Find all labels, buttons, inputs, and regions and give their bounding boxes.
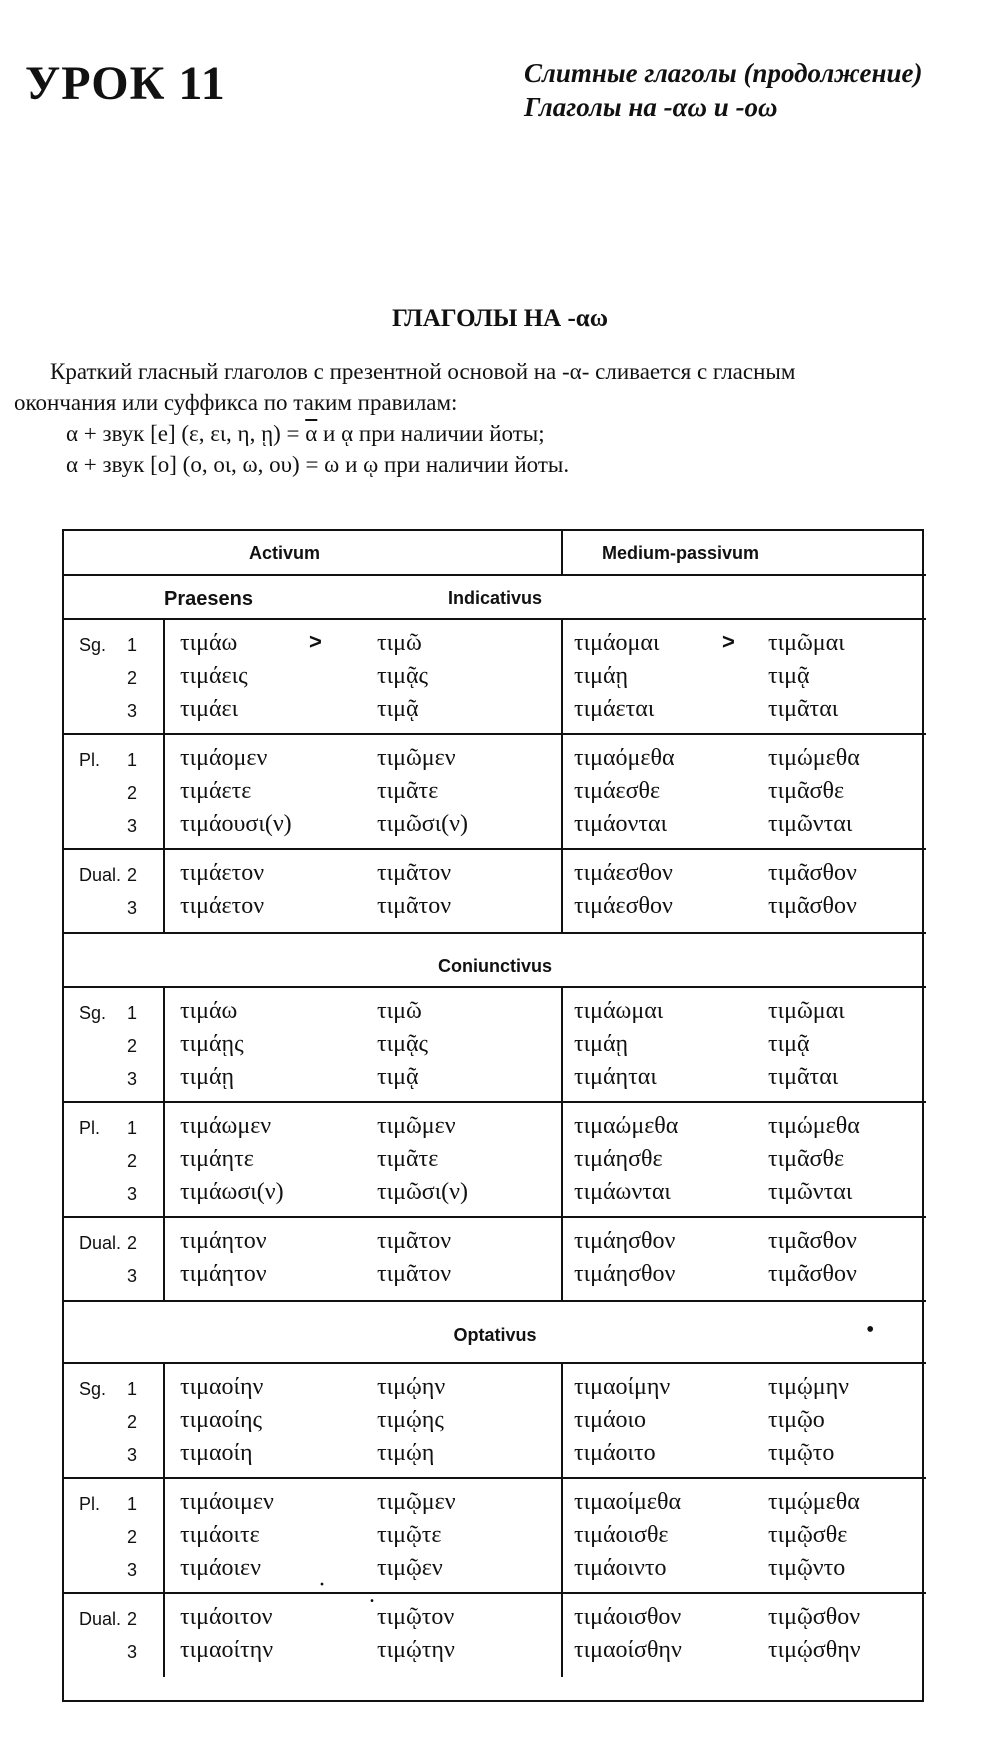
form-cell: τιμαοίης	[180, 1407, 263, 1433]
col-divider-1	[163, 1363, 165, 1478]
col-divider-2	[561, 734, 563, 849]
form-cell: τιμᾶσθον	[768, 1228, 857, 1254]
form-cell: τιμῴης	[377, 1407, 444, 1433]
form-cell: τιμάεσθον	[574, 860, 673, 886]
form-cell: τιμαόμεθα	[574, 745, 675, 771]
form-cell: τιμαοίην	[180, 1374, 264, 1400]
print-speck: .	[369, 1582, 375, 1608]
form-cell: τιμῷσθε	[768, 1522, 848, 1548]
rule-1-macron-alpha: $\overline{\alpha}$	[305, 421, 318, 446]
intro-line-2: окончания или суффикса по таким правилам:	[14, 390, 458, 415]
mood-optativus: Optativus	[453, 1325, 537, 1345]
form-cell: τιμᾷς	[377, 1031, 429, 1057]
form-cell: τιμᾶτον	[377, 1228, 452, 1254]
form-cell: τιμᾶσθε	[768, 778, 845, 804]
form-cell: τιμῶσι(ν)	[377, 1179, 468, 1205]
form-cell: τιμάητον	[180, 1228, 267, 1254]
form-cell: τιμᾶτε	[377, 1146, 439, 1172]
person-number: 2	[127, 1609, 138, 1629]
group-rule	[64, 733, 926, 735]
form-cell: τιμᾶτον	[377, 893, 452, 919]
arrow-medium: >	[722, 629, 735, 654]
form-cell: τιμάητε	[180, 1146, 254, 1172]
form-cell: τιμάωμαι	[574, 998, 664, 1024]
intro-text	[14, 356, 994, 480]
form-cell: τιμάωμεν	[180, 1113, 272, 1139]
form-cell: τιμᾶτον	[377, 860, 452, 886]
person-number: 3	[127, 898, 138, 918]
form-cell: τιμῷτο	[768, 1440, 835, 1466]
person-number: 1	[127, 750, 138, 770]
col-divider-2	[561, 619, 563, 734]
col-divider-1	[163, 849, 165, 933]
col-divider-2	[561, 1363, 563, 1478]
form-cell: τιμάομαι	[574, 630, 660, 656]
person-label-sg: Sg.	[79, 635, 107, 655]
form-cell: τιμάοιτον	[180, 1604, 273, 1630]
col-divider-2	[561, 1593, 563, 1677]
col-divider-1	[163, 987, 165, 1102]
subtitle-line-2: Глаголы на -αω и -οω	[524, 92, 778, 122]
form-cell: τιμάησθε	[574, 1146, 663, 1172]
group-rule	[64, 848, 926, 850]
form-cell: τιμάουσι(ν)	[180, 811, 292, 837]
lesson-title: УРОК 11	[25, 57, 226, 110]
form-cell: τιμῶμεν	[377, 1113, 456, 1139]
form-cell: τιμαοίσθην	[574, 1637, 682, 1663]
form-cell: τιμάομεν	[180, 745, 268, 771]
person-number: 2	[127, 1151, 138, 1171]
form-cell: τιμάοιο	[574, 1407, 646, 1433]
person-label-dual: Dual.	[79, 865, 122, 885]
form-cell: τιμαοίη	[180, 1440, 253, 1466]
form-cell: τιμᾶται	[768, 696, 839, 722]
praesens-header: Praesens	[164, 588, 253, 610]
person-number: 3	[127, 1560, 138, 1580]
form-cell: τιμῶνται	[768, 1179, 853, 1205]
print-speck: •	[866, 1317, 875, 1343]
col-divider-2	[561, 987, 563, 1102]
form-cell: τιμῷντο	[768, 1555, 846, 1581]
form-cell: τιμᾶσθον	[768, 860, 857, 886]
form-cell: τιμᾷ	[377, 1064, 419, 1090]
mood-rule	[64, 932, 926, 934]
col-divider-2	[561, 1478, 563, 1593]
col-divider-1	[163, 1593, 165, 1677]
person-number: 2	[127, 1233, 138, 1253]
group-rule	[64, 1101, 926, 1103]
rule-1-part-a: α + звук [е] (ε, ει, η, ῃ) =	[66, 421, 306, 446]
activum-header: Activum	[249, 543, 321, 563]
form-cell: τιμάωνται	[574, 1179, 671, 1205]
header-rule	[64, 574, 926, 576]
form-cell: τιμάῃ	[574, 1031, 629, 1057]
form-cell: τιμᾶσθον	[768, 1261, 857, 1287]
form-cell: τιμῶ	[377, 630, 422, 656]
group-rule	[64, 1592, 926, 1594]
form-cell: τιμάῃ	[574, 663, 629, 689]
mood-indicativus: Indicativus	[447, 588, 543, 608]
col-divider-1	[163, 1217, 165, 1301]
form-cell: τιμῴη	[377, 1440, 435, 1466]
form-cell: τιμάει	[180, 696, 239, 722]
form-cell: τιμᾶσθον	[768, 893, 857, 919]
person-label-dual: Dual.	[79, 1233, 122, 1253]
col-divider-1	[163, 1478, 165, 1593]
form-cell: τιμῴτην	[377, 1637, 455, 1663]
form-cell: τιμᾷ	[768, 663, 810, 689]
form-cell: τιμαώμεθα	[574, 1113, 679, 1139]
form-cell: τιμᾶσθε	[768, 1146, 845, 1172]
form-cell: τιμάηται	[574, 1064, 657, 1090]
person-number: 3	[127, 1184, 138, 1204]
person-number: 1	[127, 1379, 138, 1399]
person-number: 1	[127, 635, 138, 655]
medium-passivum-header: Medium-passivum	[602, 543, 760, 563]
col-divider-2	[561, 1102, 563, 1217]
form-cell: τιμᾷ	[768, 1031, 810, 1057]
form-cell: τιμάοισθε	[574, 1522, 669, 1548]
rule-2: α + звук [о] (ο, οι, ω, ου) = ω и ῳ при наличии йоты.	[66, 452, 570, 477]
person-number: 2	[127, 783, 138, 803]
lesson-subtitle	[524, 56, 923, 124]
form-cell: τιμώμεθα	[768, 1113, 860, 1139]
form-cell: τιμάοιμεν	[180, 1489, 274, 1515]
form-cell: τιμάετον	[180, 860, 265, 886]
form-cell: τιμαοίμην	[574, 1374, 671, 1400]
form-cell: τιμαοίτην	[180, 1637, 274, 1663]
person-label-pl: Pl.	[79, 1118, 101, 1138]
form-cell: τιμάοισθον	[574, 1604, 682, 1630]
group-rule	[64, 1216, 926, 1218]
form-cell: τιμῴην	[377, 1374, 446, 1400]
person-number: 3	[127, 1266, 138, 1286]
form-cell: τιμᾷ	[377, 696, 419, 722]
person-number: 2	[127, 1036, 138, 1056]
rule-1	[14, 418, 994, 449]
col-divider-1	[163, 734, 165, 849]
form-cell: τιμάοιεν	[180, 1555, 261, 1581]
form-cell: τιμάοιτο	[574, 1440, 656, 1466]
person-label-sg: Sg.	[79, 1003, 107, 1023]
form-cell: τιμῶ	[377, 998, 422, 1024]
person-label-dual: Dual.	[79, 1609, 122, 1629]
form-cell: τιμάῃ	[180, 1064, 235, 1090]
col-divider-2	[561, 1217, 563, 1301]
form-cell: τιμαοίμεθα	[574, 1489, 682, 1515]
form-cell: τιμάοιτε	[180, 1522, 260, 1548]
person-number: 3	[127, 1642, 138, 1662]
form-cell: τιμᾶτε	[377, 778, 439, 804]
form-cell: τιμάεις	[180, 663, 248, 689]
form-cell: τιμᾷς	[377, 663, 429, 689]
form-cell: τιμάονται	[574, 811, 668, 837]
form-cell: τιμῴμην	[768, 1374, 850, 1400]
form-cell: τιμάετε	[180, 778, 252, 804]
form-cell: τιμῶμαι	[768, 998, 845, 1024]
form-cell: τιμάεσθον	[574, 893, 673, 919]
mood-band-rule-optativus	[64, 1362, 926, 1364]
form-cell: τιμῷτε	[377, 1522, 442, 1548]
person-number: 2	[127, 865, 138, 885]
person-label-pl: Pl.	[79, 750, 101, 770]
form-cell: τιμάῃς	[180, 1031, 244, 1057]
person-number: 2	[127, 1527, 138, 1547]
person-number: 1	[127, 1494, 138, 1514]
print-speck: ·	[318, 1572, 326, 1598]
subtitle-line-1: Слитные глаголы (продолжение)	[524, 58, 923, 88]
arrow-activum: >	[309, 629, 322, 654]
form-cell: τιμῷεν	[377, 1555, 443, 1581]
form-cell: τιμάησθον	[574, 1228, 676, 1254]
col-divider-1	[163, 1102, 165, 1217]
person-label-sg: Sg.	[79, 1379, 107, 1399]
col-divider-2	[561, 849, 563, 933]
person-number: 2	[127, 668, 138, 688]
person-number: 1	[127, 1003, 138, 1023]
form-cell: τιμῷμεν	[377, 1489, 456, 1515]
form-cell: τιμάησθον	[574, 1261, 676, 1287]
form-cell: τιμάωσι(ν)	[180, 1179, 284, 1205]
person-number: 3	[127, 1069, 138, 1089]
form-cell: τιμῶσι(ν)	[377, 811, 468, 837]
person-label-pl: Pl.	[79, 1494, 101, 1514]
form-cell: τιμώμεθα	[768, 745, 860, 771]
form-cell: τιμάω	[180, 998, 238, 1024]
form-cell: τιμάητον	[180, 1261, 267, 1287]
form-cell: τιμάω	[180, 630, 238, 656]
mood-band-rule-indicativus	[64, 618, 926, 620]
form-cell: τιμᾶτον	[377, 1261, 452, 1287]
person-number: 2	[127, 1412, 138, 1432]
group-rule	[64, 1477, 926, 1479]
rule-1-part-b: и ᾳ при наличии йоты;	[317, 421, 545, 446]
header-divider	[561, 531, 563, 575]
form-cell: τιμῷσθον	[768, 1604, 861, 1630]
form-cell: τιμάετον	[180, 893, 265, 919]
person-number: 3	[127, 816, 138, 836]
form-cell: τιμῶμαι	[768, 630, 845, 656]
form-cell: τιμᾶται	[768, 1064, 839, 1090]
person-number: 1	[127, 1118, 138, 1138]
mood-band-rule-coniunctivus	[64, 986, 926, 988]
form-cell: τιμῴμεθα	[768, 1489, 860, 1515]
conjugation-table	[62, 529, 924, 1702]
person-number: 3	[127, 1445, 138, 1465]
form-cell: τιμῷτον	[377, 1604, 455, 1630]
person-number: 3	[127, 701, 138, 721]
form-cell: τιμῶνται	[768, 811, 853, 837]
mood-coniunctivus: Coniunctivus	[437, 956, 552, 976]
form-cell: τιμάοιντο	[574, 1555, 667, 1581]
form-cell: τιμάεσθε	[574, 778, 661, 804]
form-cell: τιμῴσθην	[768, 1637, 861, 1663]
form-cell: τιμῶμεν	[377, 745, 456, 771]
section-title: ГЛАГОЛЫ НА -αω	[391, 305, 609, 332]
col-divider-1	[163, 619, 165, 734]
form-cell: τιμάεται	[574, 696, 655, 722]
intro-line-1: Краткий гласный глаголов с презентной основой на -α- сливается с гласным	[50, 359, 796, 384]
form-cell: τιμῷο	[768, 1407, 825, 1433]
mood-rule	[64, 1300, 926, 1302]
